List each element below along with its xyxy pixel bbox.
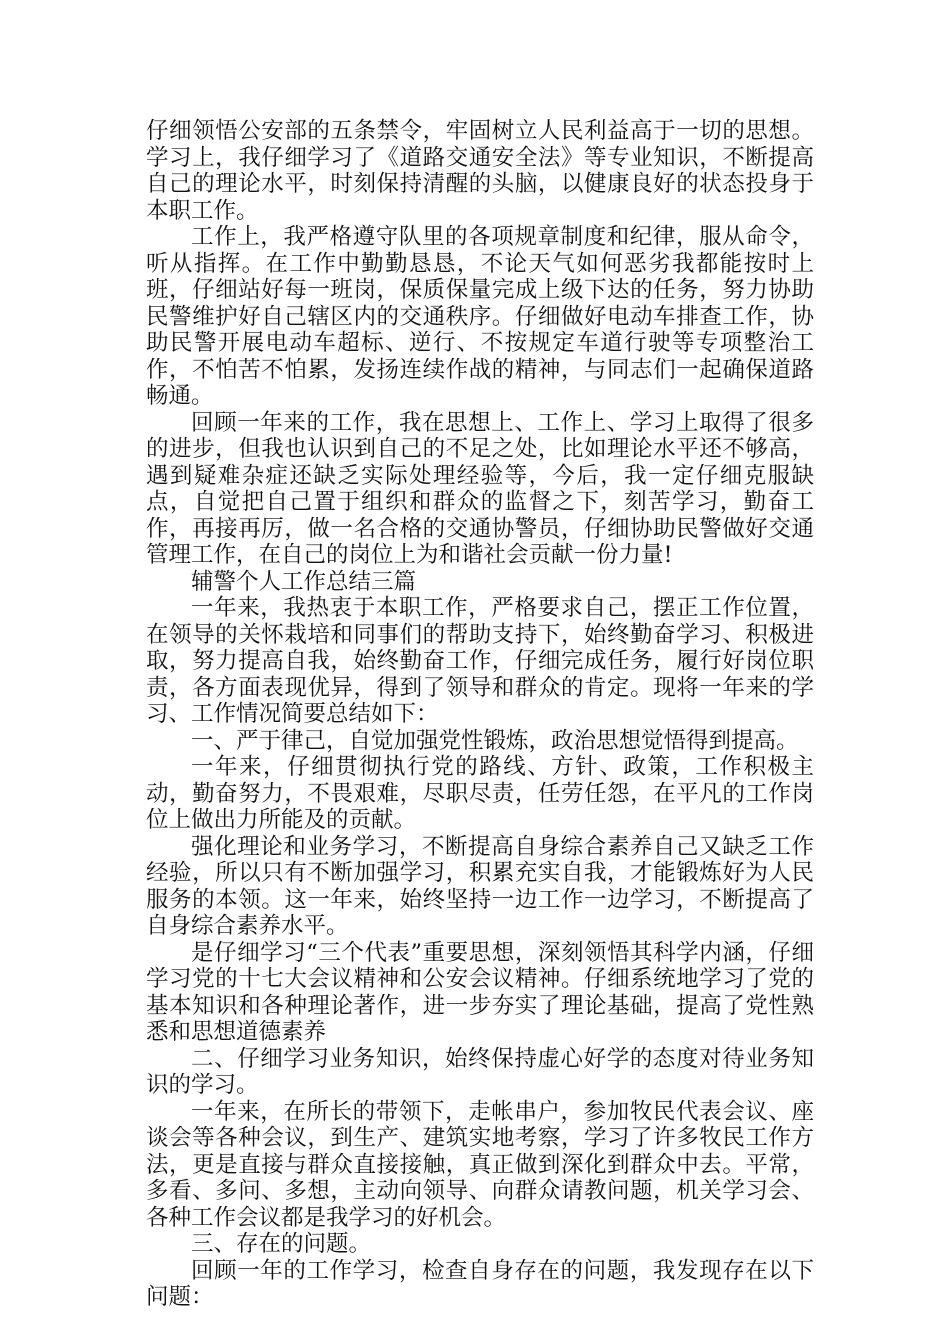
paragraph: 一年来，仔细贯彻执行党的路线、方针、政策，工作积极主动，勤奋努力，不畏艰难，尽职尽责，任劳任怨，在平凡的工作岗位上做出力所能及的贡献。 bbox=[146, 754, 814, 833]
paragraph: 工作上，我严格遵守队里的各项规章制度和纪律，服从命令，听从指挥。在工作中勤勤恳恳，不论天气如何恶劣我都能按时上班，仔细站好每一班岗，保质保量完成上级下达的任务，努力协助民警维护好自己辖区内的交通秩序。仔细做好电动车排查工作，协助民警开展电动车超标、逆行、不按规定车道行驶等专项整治工作，不怕苦不怕累，发扬连续作战的精神，与同志们一起确保道路畅通。 bbox=[146, 224, 814, 409]
paragraph: 强化理论和业务学习，不断提高自身综合素养自己又缺乏工作经验，所以只有不断加强学习，积累充实自我，才能锻炼好为人民服务的本领。这一年来，始终坚持一边工作一边学习，不断提高了自身综合素养水平。 bbox=[146, 833, 814, 939]
paragraph: 一年来，在所长的带领下，走帐串户，参加牧民代表会议、座谈会等各种会议，到生产、建筑实地考察，学习了许多牧民工作方法，更是直接与群众直接接触，真正做到深化到群众中去。平常，多看、多问、多想，主动向领导、向群众请教问题，机关学习会、各种工作会议都是我学习的好机会。 bbox=[146, 1098, 814, 1231]
paragraph: 回顾一年的工作学习，检查自身存在的问题，我发现存在以下问题： bbox=[146, 1257, 814, 1310]
section-heading: 辅警个人工作总结三篇 bbox=[191, 568, 417, 595]
paragraph: 一年来，我热衷于本职工作，严格要求自己，摆正工作位置，在领导的关怀栽培和同事们的帮助支持下，始终勤奋学习、积极进取，努力提高自我，始终勤奋工作，仔细完成任务，履行好岗位职责，各方面表现优异，得到了领导和群众的肯定。现将一年来的学习、工作情况简要总结如下： bbox=[146, 595, 814, 727]
document-body bbox=[146, 118, 814, 1311]
section-heading: 二、仔细学习业务知识，始终保持虚心好学的态度对待业务知识的学习。 bbox=[146, 1045, 814, 1098]
paragraph: 回顾一年来的工作，我在思想上、工作上、学习上取得了很多的进步，但我也认识到自己的不足之处，比如理论水平还不够高，遇到疑难杂症还缺乏实际处理经验等，今后，我一定仔细克服缺点，自觉把自己置于组织和群众的监督之下，刻苦学习，勤奋工作，再接再厉，做一名合格的交通协警员，仔细协助民警做好交通管理工作，在自己的岗位上为和谐社会贡献一份力量! bbox=[146, 409, 814, 568]
section-heading: 三、存在的问题。 bbox=[191, 1231, 372, 1257]
paragraph: 仔细领悟公安部的五条禁令，牢固树立人民利益高于一切的思想。学习上，我仔细学习了《道路交通安全法》等专业知识，不断提高自己的理论水平，时刻保持清醒的头脑，以健康良好的状态投身于本职工作。 bbox=[146, 118, 814, 224]
section-heading: 一、严于律己，自觉加强党性锻炼，政治思想觉悟得到提高。 bbox=[191, 727, 799, 754]
paragraph: 是仔细学习“三个代表”重要思想，深刻领悟其科学内涵，仔细学习党的十七大会议精神和公安会议精神。仔细系统地学习了党的基本知识和各种理论著作，进一步夯实了理论基础，提高了党性熟悉和思想道德素养 bbox=[146, 939, 814, 1045]
